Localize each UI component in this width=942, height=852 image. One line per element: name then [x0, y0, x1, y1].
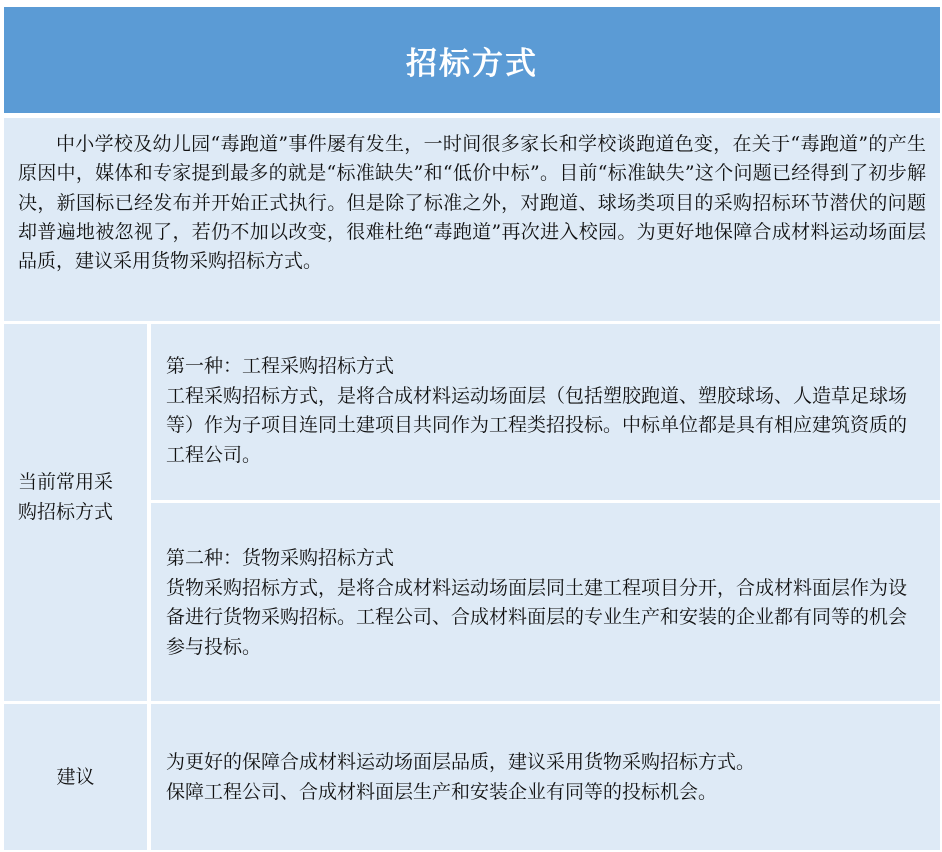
advice-block [166, 748, 924, 807]
current-methods-label: 当前常用采购招标方式 [18, 471, 114, 523]
method-one-heading: 第一种：工程采购招标方式 [166, 355, 395, 377]
intro-cell [4, 118, 940, 321]
advice-line-two: 保障工程公司、合成材料面层生产和安装企业有同等的投标机会。 [166, 780, 718, 803]
page-title: 招标方式 [406, 45, 538, 82]
method-one-block [166, 352, 924, 470]
advice-label: 建议 [56, 766, 95, 788]
advice-line-one: 为更好的保障合成材料运动场面层品质，建议采用货物采购招标方式。 [166, 751, 756, 773]
method-two-block [166, 544, 924, 662]
method-two-body: 货物采购招标方式，是将合成材料运动场面层同土建工程项目分开，合成材料面层作为设备进行货物采购招标。工程公司、合成材料面层的专业生产和安装的企业都有同等的机会参与投标。 [166, 576, 908, 658]
method-two-heading: 第二种：货物采购招标方式 [166, 547, 395, 569]
method-one-body: 工程采购招标方式，是将合成材料运动场面层（包括塑胶跑道、塑胶球场、人造草足球场等）作为子项目连同土建项目共同作为工程类招投标。中标单位都是具有相应建筑资质的工程公司。 [166, 384, 908, 466]
intro-paragraph: 中小学校及幼儿园“毒跑道”事件屡有发生，一时间很多家长和学校谈跑道色变，在关于“毒跑道”的产生原因中，媒体和专家提到最多的就是“标准缺失”和“低价中标”。目前“标准缺失”这个问题已经得到了初步解决，新国标已经发布并开始正式执行。但是除了标准之外，对跑道、球场类项目的采购招标环节潜伏的问题却普遍地被忽视了，若仍不加以改变，很难杜绝“毒跑道”再次进入校园。为更好地保障合成材料运动场面层品质，建议采用货物采购招标方式。 [18, 133, 926, 273]
title-bar [4, 7, 940, 113]
